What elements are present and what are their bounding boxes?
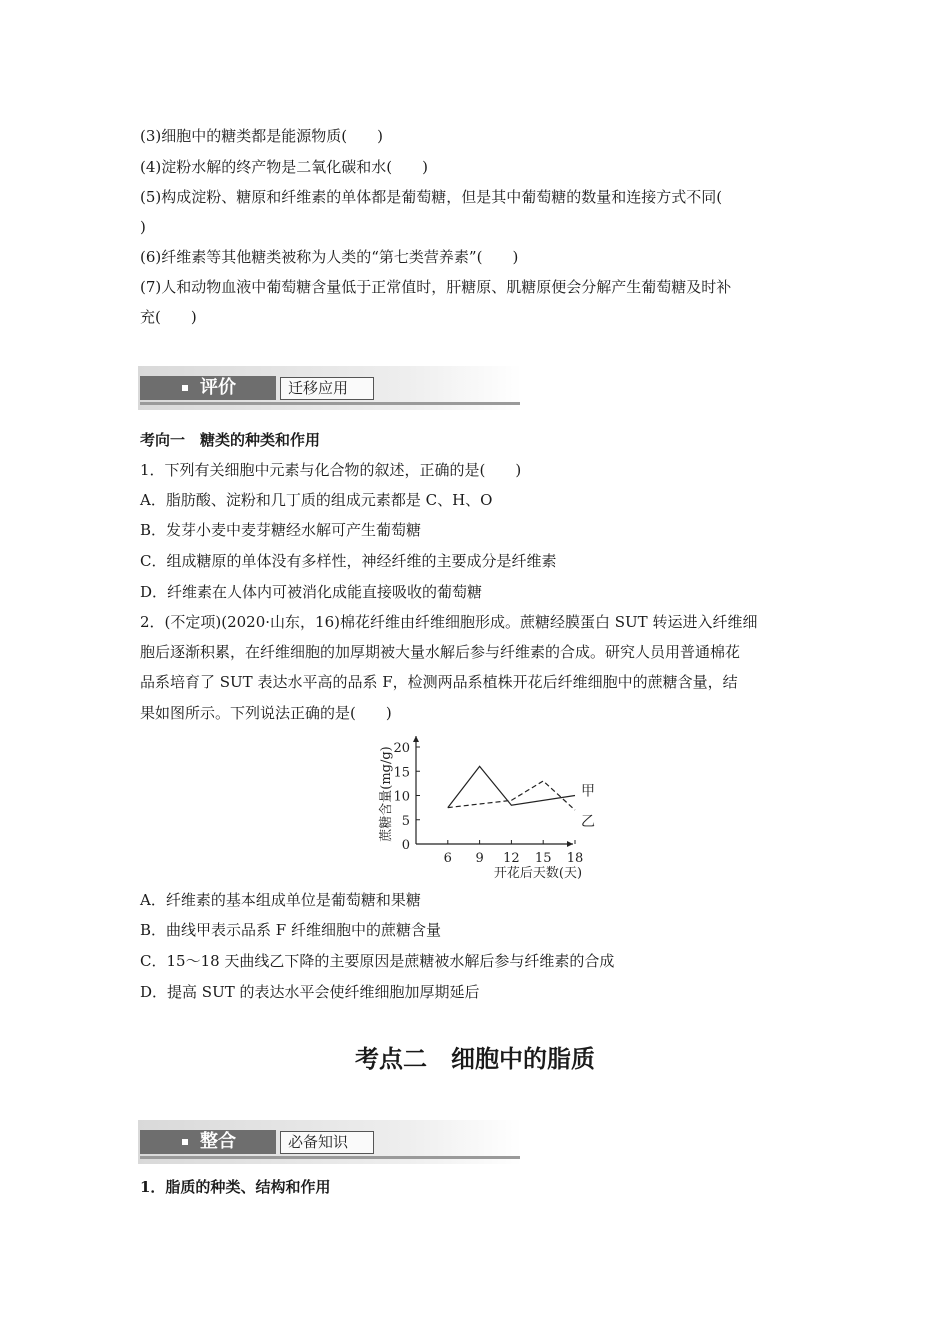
- y-axis-arrow-icon: [413, 736, 419, 742]
- banner-left-label: 整合: [200, 1131, 236, 1152]
- x-tick-label: 15: [534, 851, 552, 866]
- q1-option-c: C．组成糖原的单体没有多样性，神经纤维的主要成分是纤维素: [140, 552, 557, 570]
- q1-option-b: B．发芽小麦中麦芽糖经水解可产生葡萄糖: [140, 521, 422, 539]
- series-label-2: 乙: [581, 814, 595, 831]
- q1-stem: 1．下列有关细胞中元素与化合物的叙述，正确的是( ): [140, 461, 522, 479]
- x-tick-label: 6: [443, 851, 452, 866]
- banner-right-label: 必备知识: [288, 1133, 349, 1151]
- banner-right-label: 迁移应用: [288, 379, 349, 397]
- judgment-5-cont: ): [140, 218, 146, 236]
- judgment-5: (5)构成淀粉、糖原和纤维素的单体都是葡萄糖，但是其中葡萄糖的数量和连接方式不同(: [140, 188, 723, 206]
- banner-left-label: 评价: [200, 377, 236, 398]
- item-heading: 1．脂质的种类、结构和作用: [140, 1178, 331, 1196]
- q1-option-d: D．纤维素在人体内可被消化成能直接吸收的葡萄糖: [140, 583, 483, 601]
- banner-rule: [140, 1156, 520, 1159]
- judgment-4: (4)淀粉水解的终产物是二氧化碳和水( ): [140, 158, 428, 176]
- y-tick-label: 20: [393, 741, 410, 756]
- x-tick-label: 18: [566, 851, 584, 866]
- q2-stem-line-4: 果如图所示。下列说法正确的是( ): [140, 704, 392, 722]
- q2-stem-line-3: 品系培育了 SUT 表达水平高的品系 F，检测两品系植株开花后纤维细胞中的蔗糖含量，结: [140, 673, 738, 691]
- banner-rule: [140, 402, 520, 405]
- q2-option-c: C．15～18 天曲线乙下降的主要原因是蔗糖被水解后参与纤维素的合成: [140, 952, 615, 970]
- series-line-1: [448, 766, 575, 807]
- q2-stem-line-1: 2．(不定项)(2020·山东，16)棉花纤维由纤维细胞形成。蔗糖经膜蛋白 SUT 转运进入纤维细: [140, 613, 758, 631]
- q2-option-b: B．曲线甲表示品系 F 纤维细胞中的蔗糖含量: [140, 921, 441, 939]
- y-tick-label: 0: [401, 838, 410, 853]
- section-title: 考点二 细胞中的脂质: [355, 1045, 595, 1073]
- x-axis-arrow-icon: [567, 841, 573, 847]
- banner-evaluation: [138, 366, 522, 410]
- x-axis-label: 开花后天数(天): [493, 866, 583, 881]
- q2-option-a: A．纤维素的基本组成单位是葡萄糖和果糖: [140, 891, 421, 909]
- q2-option-d: D．提高 SUT 的表达水平会使纤维细胞加厚期延后: [140, 983, 480, 1001]
- judgment-3: (3)细胞中的糖类都是能源物质( ): [140, 127, 383, 145]
- square-bullet-icon: [182, 385, 188, 391]
- y-tick-label: 10: [393, 789, 410, 805]
- judgment-7-cont: 充( ): [140, 308, 197, 326]
- banner-integration: [138, 1120, 522, 1164]
- judgment-7: (7)人和动物血液中葡萄糖含量低于正常值时，肝糖原、肌糖原便会分解产生葡萄糖及时补: [140, 278, 732, 296]
- series-label-1: 甲: [581, 783, 595, 800]
- q1-option-a: A．脂肪酸、淀粉和几丁质的组成元素都是 C、H、O: [140, 491, 493, 509]
- q2-stem-line-2: 胞后逐渐积累，在纤维细胞的加厚期被大量水解后参与纤维素的合成。研究人员用普通棉花: [140, 643, 741, 661]
- topic-heading: 考向一 糖类的种类和作用: [140, 431, 321, 449]
- x-tick-label: 12: [503, 851, 520, 866]
- y-axis-label: 蔗糖含量(mg/g): [379, 746, 394, 842]
- judgment-6: (6)纤维素等其他糖类被称为人类的“第七类营养素”( ): [140, 248, 519, 266]
- sucrose-chart: [368, 730, 608, 882]
- x-tick-label: 9: [475, 851, 484, 866]
- square-bullet-icon: [182, 1139, 188, 1145]
- y-tick-label: 15: [393, 765, 410, 781]
- y-tick-label: 5: [401, 813, 410, 829]
